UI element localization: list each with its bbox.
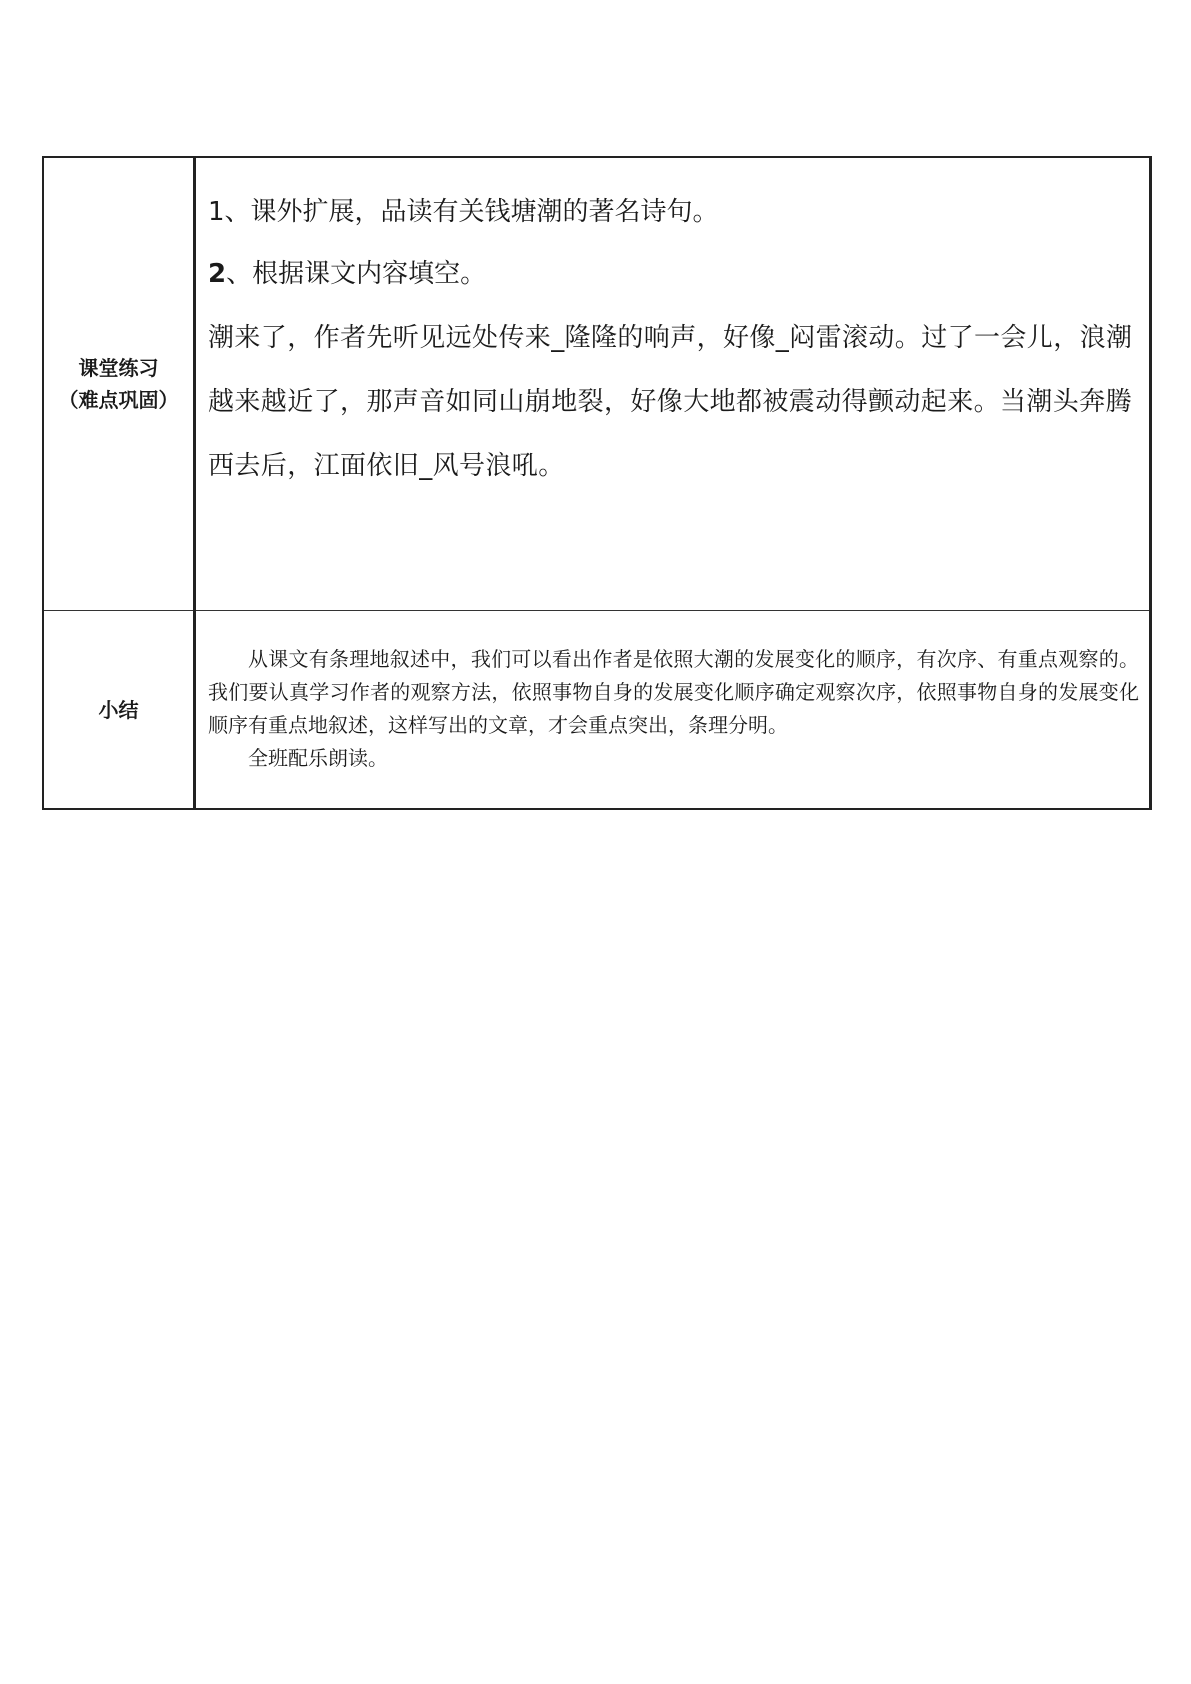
- summary-content: [196, 611, 1149, 808]
- exercise-item-1: [208, 194, 1137, 230]
- summary-label-cell: [43, 611, 195, 810]
- summary-paragraph-1: 从课文有条理地叙述中，我们可以看出作者是依照大潮的发展变化的顺序，有次序、有重点观察的。我们要认真学习作者的观察方法，依照事物自身的发展变化顺序确定观察次序，依照事物自身的发展变化顺序有重点地叙述，这样写出的文章，才会重点突出，条理分明。: [208, 647, 1139, 737]
- exercise-item-2-number: 2: [208, 259, 227, 289]
- exercise-sublabel: （难点巩固）: [58, 388, 179, 412]
- summary-content-cell: [195, 611, 1151, 810]
- exercise-item-2: [208, 256, 1137, 292]
- exercise-item-1-number: 1: [208, 197, 225, 227]
- summary-label: 小结: [98, 697, 139, 722]
- exercise-item-2-text: 、根据课文内容填空。: [226, 259, 487, 289]
- exercise-label-cell: [43, 157, 195, 611]
- exercise-content-cell: [195, 157, 1151, 611]
- exercise-item-1-text: 、课外扩展，品读有关钱塘潮的著名诗句。: [224, 197, 719, 227]
- lesson-table: [42, 156, 1152, 810]
- fill-in-passage: 潮来了，作者先听见远处传来_隆隆的响声，好像_闷雷滚动。过了一会儿，浪潮越来越近了，那声音如同山崩地裂，好像大地都被震动得颤动起来。当潮头奔腾西去后，江面依旧_风号浪吼。: [208, 323, 1133, 481]
- exercise-label: 课堂练习: [78, 356, 159, 380]
- summary-paragraph-2: 全班配乐朗读。: [248, 746, 388, 770]
- summary-row: [43, 611, 1151, 810]
- exercise-row: [43, 157, 1151, 611]
- exercise-content: [196, 158, 1149, 610]
